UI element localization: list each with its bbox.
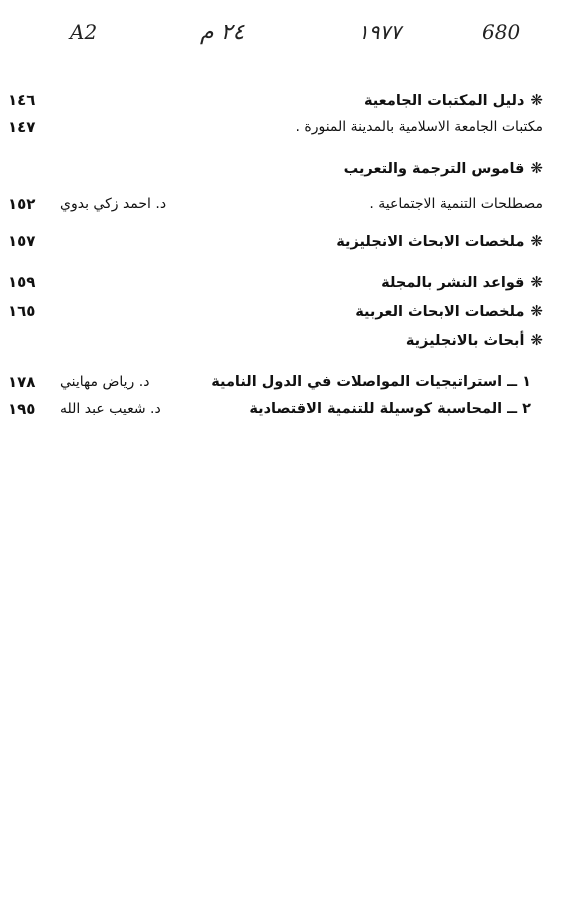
toc-entry (0, 270, 561, 296)
entry-title: مصطلحات التنمية الاجتماعية . (369, 196, 543, 212)
bullet-star-icon: ❋ (530, 302, 543, 320)
toc-entry (0, 156, 561, 182)
bullet-star-icon: ❋ (530, 331, 543, 349)
page-number: ١٩٥ (8, 400, 36, 418)
toc-entry (0, 88, 561, 114)
page-number: ١٤٦ (8, 91, 36, 109)
entry-author: د. رياض مهايني (60, 374, 150, 390)
entry-title: أبحاث بالانجليزية (405, 333, 525, 349)
toc-entry (0, 115, 561, 141)
page-number: ١٧٨ (8, 373, 36, 391)
page-number: ١٥٢ (8, 195, 36, 213)
handwritten-volume: ٢٤ م (200, 20, 245, 45)
toc-entry (0, 229, 561, 255)
toc-entry (0, 328, 561, 354)
page-number: ١٦٥ (8, 302, 36, 320)
handwritten-year: ١٩٧٧ (358, 20, 401, 44)
entry-title: دليل المكتبات الجامعية (363, 93, 525, 109)
page-number: ١٥٧ (8, 232, 36, 250)
handwritten-number: 680 (482, 20, 521, 44)
entry-title: ٢ ــ المحاسبة كوسيلة للتنمية الاقتصادية (249, 401, 531, 417)
entry-title: مكتبات الجامعة الاسلامية بالمدينة المنورة . (295, 119, 543, 135)
entry-title: قواعد النشر بالمجلة (381, 275, 525, 291)
entry-title: ١ ــ استراتيجيات المواصلات في الدول النامية (211, 374, 531, 390)
bullet-star-icon: ❋ (530, 232, 543, 250)
handwritten-code: A2 (70, 20, 98, 44)
toc-entry (0, 397, 561, 423)
toc-entry (0, 299, 561, 325)
entry-author: د. شعيب عبد الله (60, 401, 161, 417)
bullet-star-icon: ❋ (530, 273, 543, 291)
entry-title: ملخصات الابحاث الانجليزية (336, 234, 525, 250)
toc-entry (0, 192, 561, 218)
entry-title: قاموس الترجمة والتعريب (343, 161, 525, 177)
bullet-star-icon: ❋ (530, 159, 543, 177)
bullet-star-icon: ❋ (530, 91, 543, 109)
toc-entry (0, 370, 561, 396)
page-number: ١٤٧ (8, 118, 36, 136)
entry-title: ملخصات الابحاث العربية (355, 304, 525, 320)
entry-author: د. احمد زكي بدوي (60, 196, 167, 212)
page-number: ١٥٩ (8, 273, 36, 291)
